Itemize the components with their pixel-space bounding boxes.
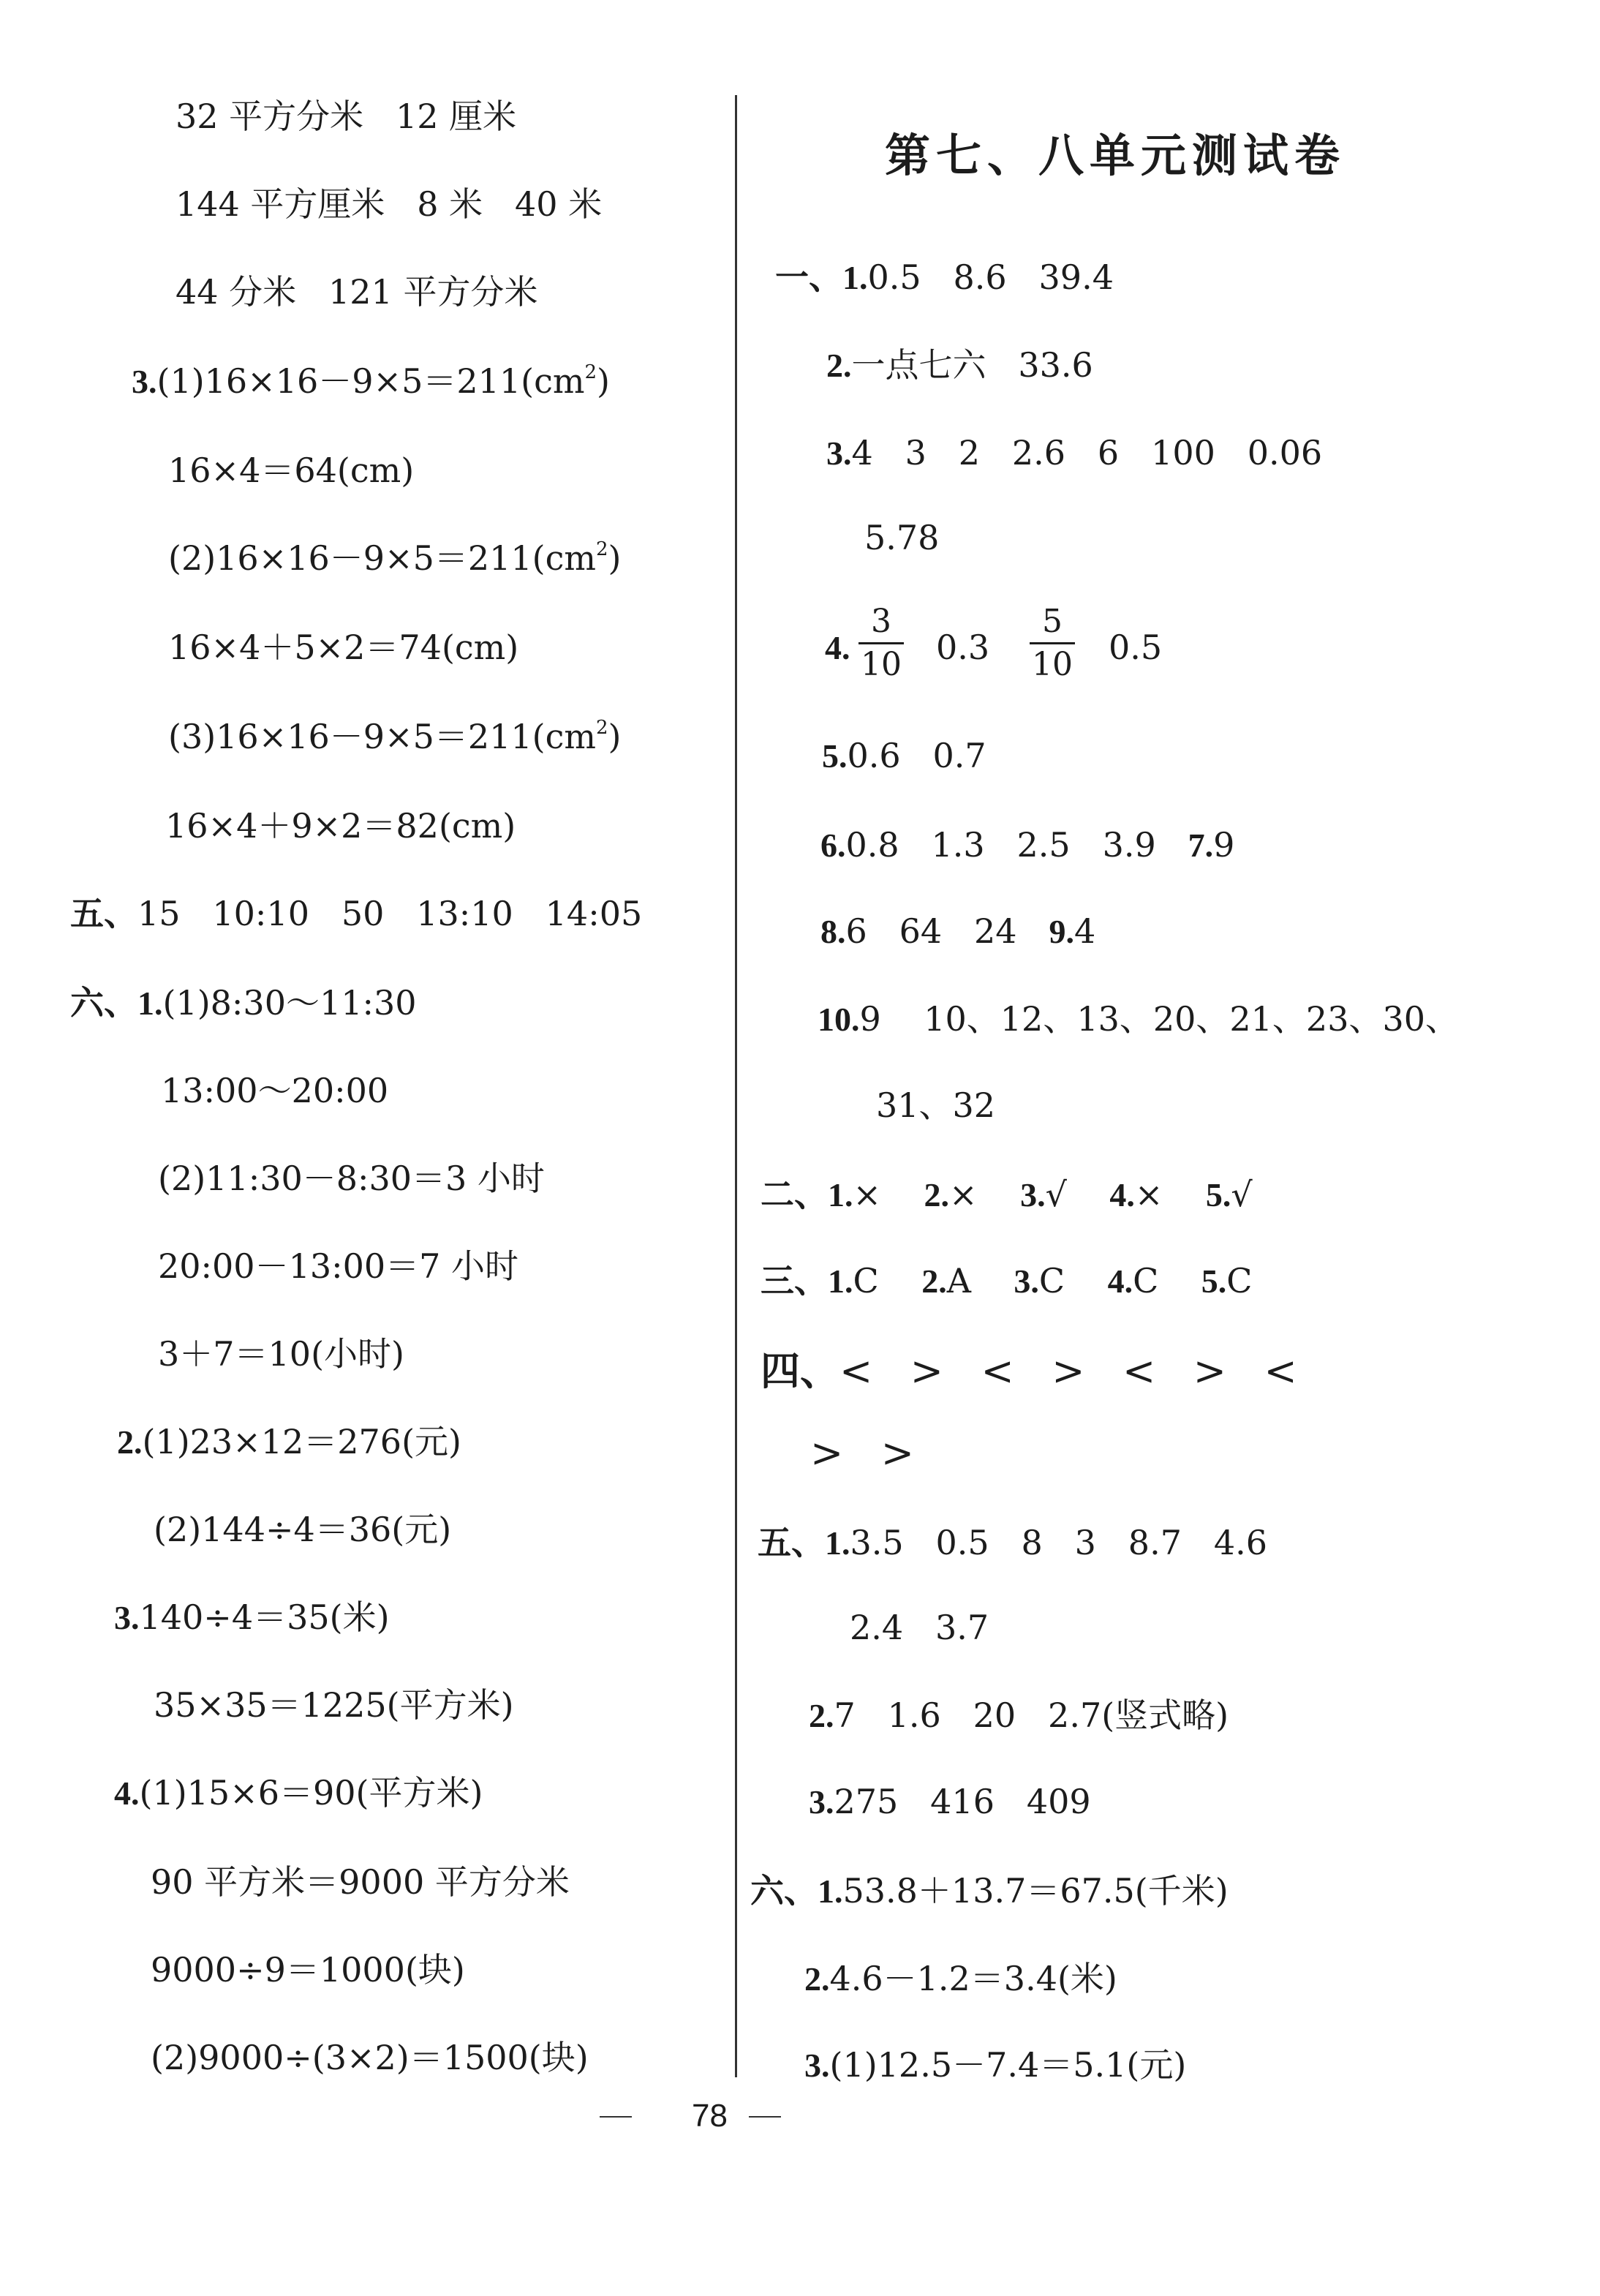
answer-line: 2.7 1.6 20 2.7(竖式略) <box>809 1695 1229 1735</box>
answer-line: 六、1.53.8＋13.7＝67.5(千米) <box>750 1871 1229 1911</box>
answer-line: 一、1.0.5 8.6 39.4 <box>775 257 1114 297</box>
answer-line: $(3)16\times 16-9\times 5=211(cm^2)$ <box>168 717 622 756</box>
answer-line: 2.(1)23×12＝276(元) <box>117 1422 461 1461</box>
answer-line: 13:00～20:00 <box>161 1071 389 1110</box>
answer-line: 3.(1)12.5－7.4＝5.1(元) <box>804 2045 1187 2085</box>
answer-line: 31、32 <box>876 1085 996 1125</box>
answer-line: 5.78 <box>864 518 940 557</box>
answer-line: 0.5 <box>1109 628 1163 667</box>
answer-line: 16×4＋5×2＝74(cm) <box>168 628 519 667</box>
answer-line: 5.0.6 0.7 <box>822 736 986 775</box>
answer-line: 35×35＝1225(平方米) <box>154 1685 514 1725</box>
answer-line: 2.一点七六 33.6 <box>826 345 1093 385</box>
column-divider <box>735 95 737 2077</box>
answer-line: 90 平方米＝9000 平方分米 <box>151 1862 570 1902</box>
answer-line: (2)144÷4＝36(元) <box>154 1510 452 1549</box>
answer-line: (2)9000÷(3×2)＝1500(块) <box>151 2038 589 2077</box>
answer-line: $(2)16\times 16-9\times 5=211(cm^2)$ <box>168 538 622 578</box>
page-number-dash <box>600 2116 632 2118</box>
answer-line: 五、15 10:10 50 13:10 14:05 <box>70 894 643 933</box>
fraction: 5 10 <box>1030 606 1075 681</box>
answer-line: 4. <box>825 629 850 666</box>
answer-line: 四、< > < > < > < <box>761 1348 1297 1394</box>
answer-line: 4.(1)15×6＝90(平方米) <box>114 1773 483 1813</box>
answer-line: 20:00－13:00＝7 小时 <box>158 1246 519 1286</box>
section-title: 第七、八单元测试卷 <box>885 129 1346 182</box>
answer-line: 五、1.3.5 0.5 8 3 8.7 4.6 <box>758 1523 1267 1562</box>
answer-line: 3.275 416 409 <box>809 1782 1091 1821</box>
fraction: 3 10 <box>859 606 904 681</box>
answer-line: 44 分米 121 平方分米 <box>176 272 538 312</box>
answer-line: $3.(1)16\times 16-9\times 5=211(cm^2)$ <box>132 361 610 401</box>
answer-line: 10.9 10、12、13、20、21、23、30、 <box>818 999 1459 1039</box>
answer-line: 9000÷9＝1000(块) <box>151 1950 465 1990</box>
answer-line: 32 平方分米 12 厘米 <box>176 97 517 136</box>
answer-line: 3.140÷4＝35(米) <box>114 1597 390 1637</box>
answer-line: 2.4 3.7 <box>850 1608 989 1647</box>
answer-line: 2.4.6－1.2＝3.4(米) <box>804 1959 1117 1998</box>
answer-line: 六、1.(1)8:30～11:30 <box>70 983 417 1023</box>
answer-line: > > <box>810 1430 914 1476</box>
answer-line: 0.3 <box>936 628 990 667</box>
answer-line: 6.0.8 1.3 2.5 3.9 7.9 <box>820 825 1235 865</box>
answer-line: (2)11:30－8:30＝3 小时 <box>158 1159 545 1198</box>
page-number: 78 <box>692 2098 728 2134</box>
answer-line: 16×4＋9×2＝82(cm) <box>165 806 516 846</box>
answer-line: 3.4 3 2 2.6 6 100 0.06 <box>826 433 1323 473</box>
answer-line: 3＋7＝10(小时) <box>158 1334 404 1374</box>
answer-line: 三、1.C 2.A 3.C 4.C 5.C <box>761 1261 1253 1301</box>
page-number-dash <box>749 2116 781 2118</box>
answer-line: 16×4＝64(cm) <box>168 451 415 490</box>
answer-line: 144 平方厘米 8 米 40 米 <box>176 184 603 224</box>
answer-line: 8.6 64 24 9.4 <box>820 911 1096 951</box>
answer-line: 二、1.× 2.× 3.√ 4.× 5.√ <box>761 1175 1253 1214</box>
